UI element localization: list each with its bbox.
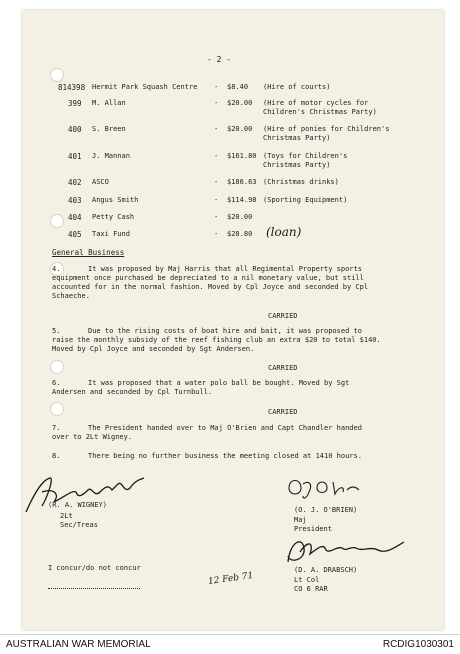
payment-amount: $161.80 [227, 152, 257, 160]
item-number: 5. [52, 327, 61, 335]
payment-description: (Christmas drinks) [263, 178, 339, 186]
payment-description: (Hire of ponies for Children's Christmas Party) [263, 125, 390, 142]
carried-label: CARRIED [268, 364, 298, 372]
signature-wigney-image [20, 472, 150, 520]
payment-dash: - [214, 152, 219, 160]
payment-amount: $28.80 [227, 230, 253, 238]
payment-payee: M. Allan [92, 99, 126, 107]
handwritten-date: 12 Feb 71 [207, 570, 254, 588]
payment-dash: - [214, 178, 219, 186]
item-text: Due to the rising costs of boat hire and bait, it was proposed to raise the monthly subsidy of the reef fishing club an extra $20 to total $140. Moved by Cpl Joyce and seconded by Sgt Andersen. [52, 327, 381, 353]
payment-description: (Sporting Equipment) [263, 196, 348, 204]
archive-footer [0, 634, 460, 654]
item-text: It was proposed by Maj Harris that all Regimental Property sports equipment once purchased be depreciated to a nil monetary value, but still accounted for in the normal fashion. Moved by Cpl Joyce and seconded by Cpl Schaeche. [52, 265, 369, 300]
payment-description-handwritten: (loan) [266, 225, 302, 239]
carried-label: CARRIED [268, 408, 298, 416]
payment-amount: $186.63 [227, 178, 257, 186]
concur-text: I concur/do not concur [48, 564, 141, 572]
payment-payee: Hermit Park Squash Centre [92, 83, 198, 91]
footer-record-id: RCDIG1030301 [382, 639, 454, 650]
signature-dotted-line [48, 588, 140, 589]
payment-dash: - [214, 99, 219, 107]
payment-payee: Petty Cash [92, 213, 135, 221]
punch-hole [50, 360, 64, 374]
payment-amount: $8.40 [227, 83, 249, 91]
payment-amount: $114.98 [227, 196, 257, 204]
signature-obrien-image [285, 474, 365, 502]
payment-dash: - [214, 83, 219, 91]
payment-number: 403 [68, 196, 82, 205]
item-number: 7. [52, 424, 61, 432]
signature-role-co: CO 6 RAR [294, 585, 328, 593]
signature-role-sec: Sec/Treas [60, 521, 98, 529]
payment-number: 404 [68, 213, 82, 222]
payment-number: 401 [68, 152, 82, 161]
general-business-heading: General Business [52, 248, 125, 257]
item-text: The President handed over to Maj O'Brien and Capt Chandler handed over to 2Lt Wigney. [52, 424, 362, 441]
payment-payee: S. Breen [92, 125, 126, 133]
punch-hole [50, 68, 64, 82]
payment-dash: - [214, 230, 219, 238]
page-number: - 2 - [207, 55, 232, 64]
item-number: 4. [52, 265, 61, 273]
signature-name-sec: (R. A. WIGNEY) [48, 501, 108, 509]
carried-label: CARRIED [268, 312, 298, 320]
payment-payee: Angus Smith [92, 196, 139, 204]
payment-number: 402 [68, 178, 82, 187]
payment-description: (Toys for Children's Christmas Party) [263, 152, 348, 169]
payment-amount: $20.00 [227, 99, 253, 107]
payment-payee: ASCO [92, 178, 109, 186]
signature-role-president: President [294, 525, 332, 533]
punch-hole [50, 402, 64, 416]
item-text: There being no further business the meeting closed at 1410 hours. [88, 452, 362, 460]
payment-dash: - [214, 213, 219, 221]
signature-rank-president: Maj [294, 516, 307, 524]
signature-name-co: (D. A. DRABSCH) [294, 566, 358, 574]
footer-source: AUSTRALIAN WAR MEMORIAL [6, 639, 151, 650]
payment-amount: $20.00 [227, 213, 253, 221]
punch-hole [50, 214, 64, 228]
payment-payee: Taxi Fund [92, 230, 130, 238]
payment-payee: J. Mannan [92, 152, 130, 160]
payment-description: (Hire of courts) [263, 83, 331, 91]
item-text: It was proposed that a water polo ball be bought. Moved by Sgt Andersen and seconded by Cpl Turnbull. [52, 379, 350, 396]
item-number: 8. [52, 452, 61, 460]
payment-number: 814398 [58, 83, 86, 92]
payment-number: 405 [68, 230, 82, 239]
signature-drabsch-image [280, 532, 410, 568]
payment-description: (Hire of motor cycles for Children's Christmas Party) [263, 99, 377, 116]
payment-dash: - [214, 196, 219, 204]
signature-rank-sec: 2Lt [60, 512, 73, 520]
payment-amount: $20.00 [227, 125, 253, 133]
payment-number: 399 [68, 99, 82, 108]
signature-name-president: (O. J. O'BRIEN) [294, 506, 358, 514]
item-number: 6. [52, 379, 61, 387]
signature-rank-co: Lt Col [294, 576, 320, 584]
payment-dash: - [214, 125, 219, 133]
payment-number: 400 [68, 125, 82, 134]
